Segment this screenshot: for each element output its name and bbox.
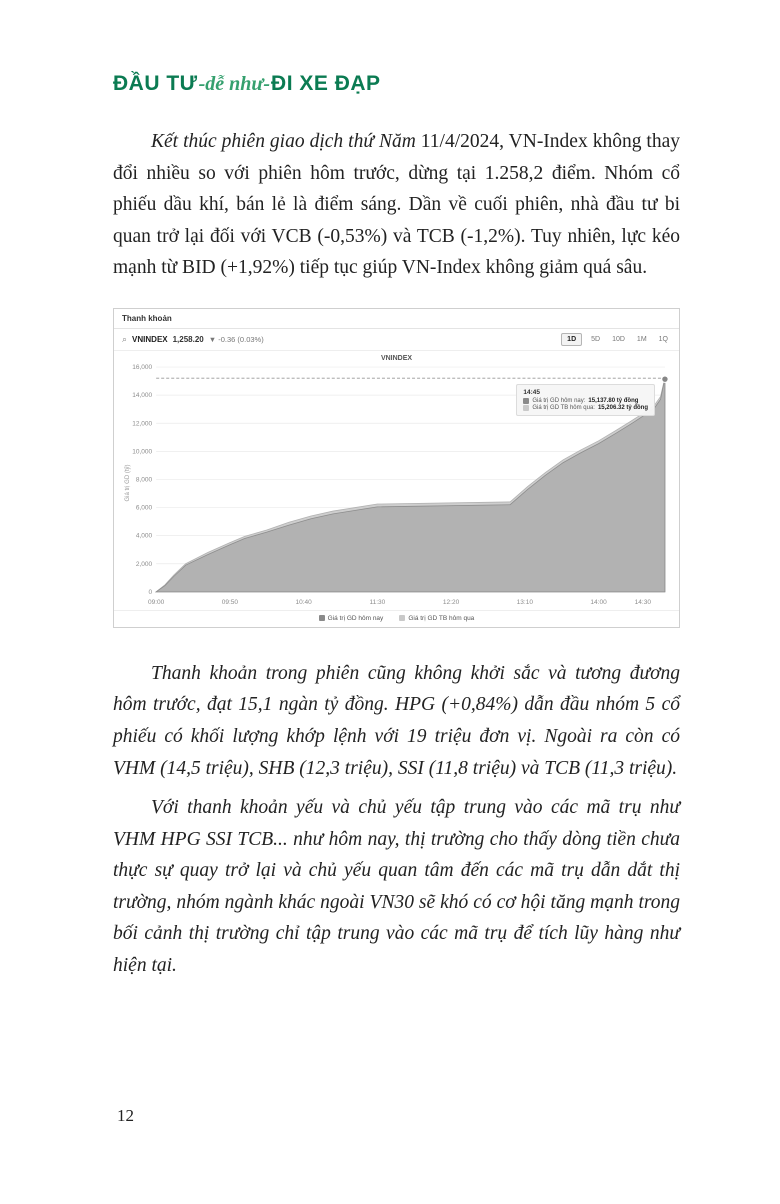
legend-item-yesterday [399, 615, 474, 622]
tooltip-row-today [523, 398, 648, 404]
svg-text:10:40: 10:40 [295, 598, 312, 606]
page-number: 12 [117, 1106, 134, 1125]
tooltip-value-yesterday: 15,206.32 tỷ đồng [597, 404, 648, 411]
book-header [113, 72, 680, 96]
paragraph-lead-italic: Kết thúc phiên giao dịch thứ Năm [151, 131, 421, 152]
tooltip-label-today: Giá trị GD hôm nay: [532, 397, 586, 404]
tooltip-time: 14:45 [523, 388, 541, 396]
legend-yesterday-label: Giá trị GD TB hôm qua [408, 614, 475, 622]
widget-toolbar [114, 329, 679, 351]
period-5d-button[interactable]: 5D [588, 334, 603, 345]
svg-text:6,000: 6,000 [135, 504, 153, 512]
svg-text:4,000: 4,000 [135, 532, 153, 540]
paragraph-rest: 11/4/2024, VN-Index không thay đổi nhiều so với phiên hôm trước, dừng tại 1.258,2 điểm. Nhóm cổ phiếu dầu khí, bán lẻ là điểm sáng. Dần về cuối phiên, nhà đầu tư bi quan trở lại đối với VCB (-0,53%) và TCB (-1,2%). Tuy nhiên, lực kéo mạnh từ BID (+1,92%) tiếp tục giúp VN-Index không giảm quá sâu. [113, 131, 681, 279]
search-icon[interactable]: ⌕ [122, 333, 128, 344]
tooltip-label-yesterday: Giá trị GD TB hôm qua: [532, 404, 595, 411]
price-change: ▼ -0.36 (0.03%) [208, 334, 264, 344]
legend-item-today [319, 615, 384, 622]
y-axis-title: Giá trị GD (tỷ) [125, 464, 131, 502]
series-yesterday-chip [523, 405, 529, 411]
chart-tooltip [516, 384, 655, 416]
paragraph-analysis: Với thanh khoản yếu và chủ yếu tập trung vào các mã trụ như VHM HPG SSI TCB... như hôm nay, thị trường cho thấy dòng tiền chưa thực sự quay trở lại và chủ yếu quan tâm đến các mã trụ dẫn dắt thị trường, nhóm ngành khác ngoài VN30 sẽ khó có cơ hội tăng mạnh trong bối cảnh thị trường chỉ tập trung vào các mã trụ để tích lũy hàng như hiện tại. [113, 797, 680, 976]
svg-text:12,000: 12,000 [132, 420, 153, 428]
chart-title: VNINDEX [380, 354, 413, 362]
svg-text:10,000: 10,000 [132, 448, 153, 456]
period-selector [561, 333, 671, 346]
tooltip-value-today: 15,137.80 tỷ đồng [588, 397, 639, 404]
last-price: 1,258.20 [172, 334, 204, 344]
period-1q-button[interactable]: 1Q [656, 334, 671, 345]
period-1d-button[interactable]: 1D [561, 333, 582, 346]
svg-text:09:00: 09:00 [148, 598, 165, 606]
chart-legend [114, 610, 679, 627]
brand-script-de-nhu: -dễ như- [198, 73, 271, 95]
paragraph-liquidity: Thanh khoản trong phiên cũng không khởi sắc và tương đương hôm trước, đạt 15,1 ngàn tỷ đồng. HPG (+0,84%) dẫn đầu nhóm 5 cổ phiếu có khối lượng khớp lệnh với 19 triệu đơn vị. Ngoài ra còn có VHM (14,5 triệu), SHB (12,3 triệu), SSI (11,8 triệu) và TCB (11,3 triệu). [113, 662, 680, 779]
svg-text:13:10: 13:10 [516, 598, 533, 606]
period-1m-button[interactable]: 1M [634, 334, 650, 345]
period-10d-button[interactable]: 10D [609, 334, 628, 345]
svg-text:09:50: 09:50 [221, 598, 239, 606]
svg-text:2,000: 2,000 [135, 560, 153, 568]
tooltip-row-yesterday [523, 405, 648, 411]
paragraph-market-recap [113, 126, 680, 284]
svg-text:0: 0 [148, 588, 153, 596]
svg-text:16,000: 16,000 [132, 363, 153, 371]
trading-app-screenshot [113, 308, 680, 628]
symbol-label: VNINDEX [132, 334, 168, 344]
svg-text:14,000: 14,000 [132, 392, 153, 400]
svg-text:8,000: 8,000 [135, 476, 153, 484]
svg-text:14:00: 14:00 [590, 598, 607, 606]
chart-plot-area [114, 351, 679, 610]
svg-text:11:30: 11:30 [369, 598, 386, 606]
legend-today-label: Giá trị GD hôm nay [327, 614, 384, 622]
legend-yesterday-chip [399, 615, 405, 621]
symbol-info [122, 335, 264, 344]
legend-today-chip [319, 615, 325, 621]
svg-text:12:20: 12:20 [442, 598, 460, 606]
brand-di-xe-dap: ĐI XE ĐẠP [271, 72, 381, 95]
brand-dau-tu: ĐẦU TƯ [113, 72, 198, 95]
widget-title: Thanh khoản [114, 309, 679, 329]
svg-text:14:30: 14:30 [634, 598, 651, 606]
series-today-chip [523, 398, 529, 404]
